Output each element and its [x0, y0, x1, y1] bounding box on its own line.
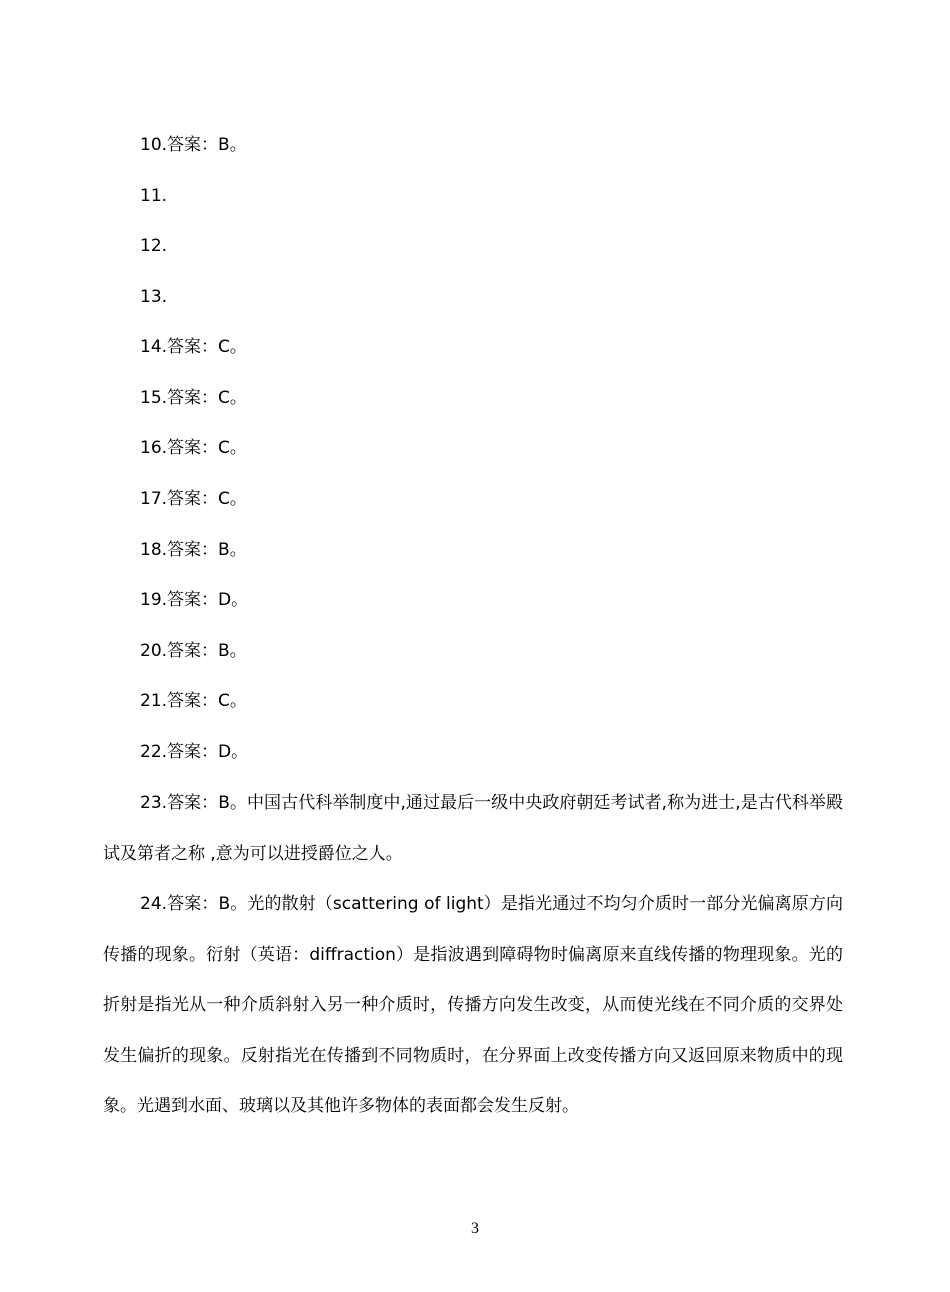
answer-line-15: 15.答案：C。: [140, 388, 247, 408]
answer-paragraph-24: 24.答案：B。光的散射（scattering of light）是指光通过不均匀介质时一部分光偏离原方向传播的现象。衍射（英语：diffraction）是指波遇到障碍物时偏离原来直线传播的物理现象。光的折射是指光从一种介质斜射入另一种介质时，传播方向发生改变，从而使光线在不同介质的交界处发生偏折的现象。反射指光在传播到不同物质时，在分界面上改变传播方向又返回原来物质中的现象。光遇到水面、玻璃以及其他许多物体的表面都会发生反射。: [103, 894, 843, 1116]
answer-line-19: 19.答案：D。: [140, 590, 249, 610]
page-number: 3: [471, 1220, 479, 1237]
answer-line-22: 22.答案：D。: [140, 742, 249, 762]
answer-line-13: 13.: [140, 287, 168, 307]
answer-line-14: 14.答案：C。: [140, 337, 247, 357]
answer-line-12: 12.: [140, 236, 168, 256]
answer-line-18: 18.答案：B。: [140, 540, 247, 560]
answer-line-10: 10.答案：B。: [140, 135, 247, 155]
answer-line-16: 16.答案：C。: [140, 438, 247, 458]
answer-line-21: 21.答案：C。: [140, 691, 247, 711]
answer-paragraph-23: 23.答案：B。中国古代科举制度中,通过最后一级中央政府朝廷考试者,称为进士,是古代科举殿试及第者之称 ,意为可以进授爵位之人。: [103, 793, 843, 864]
answer-line-17: 17.答案：C。: [140, 489, 247, 509]
answer-line-20: 20.答案：B。: [140, 641, 247, 661]
answer-line-11: 11.: [140, 186, 168, 206]
